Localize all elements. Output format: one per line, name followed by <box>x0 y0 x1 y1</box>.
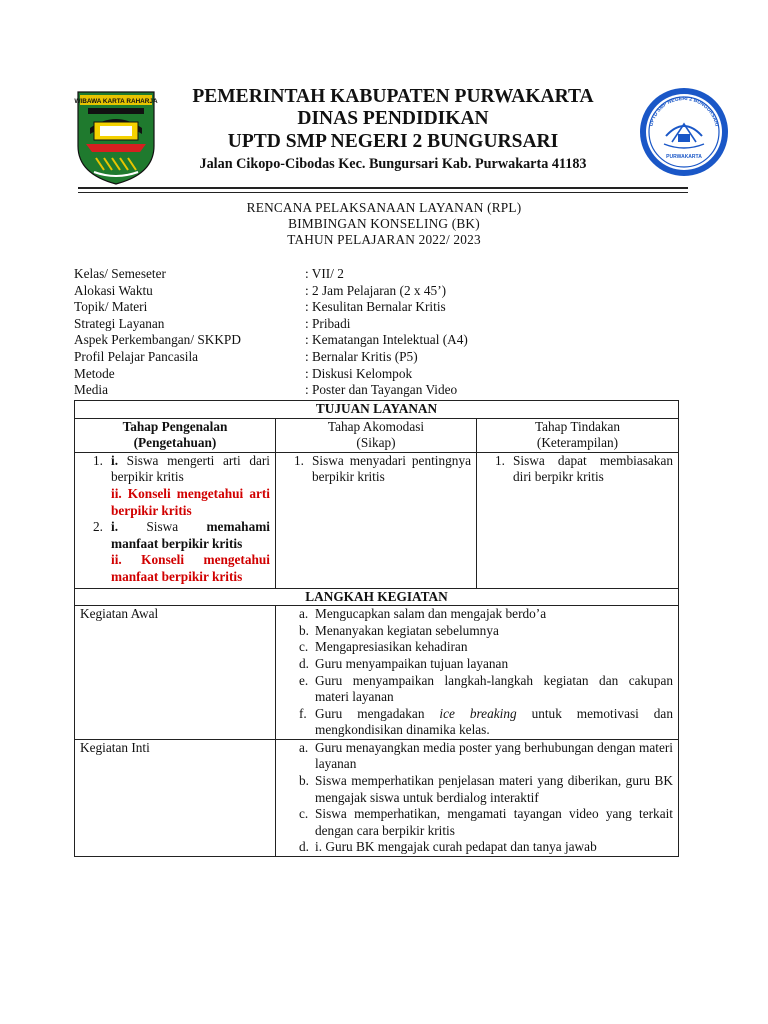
col-pengenalan-header <box>75 418 276 452</box>
info-row <box>74 366 674 383</box>
col-subtitle: (Sikap) <box>356 435 396 451</box>
letterhead-rule-thick <box>78 187 688 189</box>
revision-text: ii. Konseli mengetahui arti berpikir kritis <box>111 485 270 518</box>
list-item <box>281 806 673 839</box>
item-letter: b. <box>299 773 309 789</box>
info-row <box>74 349 674 366</box>
step-text: Siswa memperhatikan, mengamati tayangan video yang terkait dengan cara berpikir kritis <box>315 806 673 838</box>
step-text: Mengucapkan salam dan mengajak berdo’a <box>315 606 547 622</box>
list-item <box>281 839 673 856</box>
item-letter: e. <box>299 672 309 688</box>
item-number: 1. <box>495 452 505 468</box>
revision-text: ii. Konseli mengetahui manfaat berpikir kritis <box>111 552 270 584</box>
title-line-1: RENCANA PELAKSANAAN LAYANAN (RPL) <box>246 200 522 215</box>
roman-marker: i. <box>111 452 119 468</box>
info-label: Metode <box>74 365 115 381</box>
item-number: 2. <box>93 519 103 535</box>
col-tindakan-header <box>477 418 679 452</box>
info-label: Topik/ Materi <box>74 299 148 315</box>
langkah-header: LANGKAH KEGIATAN <box>75 588 679 606</box>
list-item <box>281 673 673 706</box>
list-item <box>80 453 270 519</box>
list-item <box>281 453 471 486</box>
info-value: : Kesulitan Bernalar Kritis <box>305 299 446 315</box>
item-letter: a. <box>299 739 309 755</box>
info-label: Aspek Perkembangan/ SKKPD <box>74 332 241 348</box>
list-item <box>281 740 673 773</box>
tindakan-cell <box>477 452 679 588</box>
info-value: : VII/ 2 <box>305 266 344 281</box>
pengenalan-cell <box>75 452 276 588</box>
goal-text: Siswa <box>146 519 179 535</box>
col-subtitle: (Keterampilan) <box>536 435 619 451</box>
rpl-table <box>74 400 679 857</box>
letterhead-rule-thin <box>78 192 688 193</box>
info-label: Kelas/ Semeseter <box>74 266 166 281</box>
info-label: Profil Pelajar Pancasila <box>74 348 199 364</box>
info-row <box>74 283 674 300</box>
goal-text-bold: memahami manfaat berpikir kritis <box>111 519 270 551</box>
school-address: Jalan Cikopo-Cibodas Kec. Bungursari Kab. Purwakarta 41183 <box>199 156 587 172</box>
item-letter: a. <box>299 606 309 622</box>
step-text: Guru menyampaikan tujuan layanan <box>315 655 509 671</box>
kegiatan-awal-label: Kegiatan Awal <box>75 606 276 740</box>
item-number: 1. <box>93 452 103 468</box>
goal-text: Siswa dapat membiasakan diri berpikr kritis <box>513 452 673 485</box>
list-item <box>482 453 673 486</box>
step-text: Mengapresiasikan kehadiran <box>315 639 468 655</box>
info-value: : Poster dan Tayangan Video <box>305 382 458 398</box>
info-label: Alokasi Waktu <box>74 282 153 298</box>
step-text: Menanyakan kegiatan sebelumnya <box>315 622 499 638</box>
school-name: UPTD SMP NEGERI 2 BUNGURSARI <box>227 131 559 152</box>
item-number: 1. <box>294 452 304 468</box>
info-value: : Kematangan Intelektual (A4) <box>305 332 468 348</box>
step-text: untuk memotivasi dan mengkondisikan dinamika kelas. <box>315 705 673 738</box>
department-name: DINAS PENDIDIKAN <box>297 108 489 129</box>
col-title: Tahap Tindakan <box>534 418 621 434</box>
col-title: Tahap Akomodasi <box>327 418 425 434</box>
info-row <box>74 266 674 283</box>
info-label: Media <box>74 382 108 398</box>
list-item <box>281 656 673 673</box>
item-letter: c. <box>299 806 309 822</box>
tujuan-header: TUJUAN LAYANAN <box>75 401 679 419</box>
item-letter: d. <box>299 655 309 671</box>
step-text: Guru mengadakan <box>315 705 440 721</box>
list-item <box>80 519 270 585</box>
list-item <box>281 639 673 656</box>
kegiatan-awal-cell <box>276 606 679 740</box>
school-badge-logo <box>638 86 730 178</box>
title-line-2: BIMBINGAN KONSELING (BK) <box>288 216 480 231</box>
col-subtitle: (Pengetahuan) <box>133 435 217 451</box>
step-text-italic: ice breaking <box>439 705 517 721</box>
list-item <box>281 773 673 806</box>
goal-text: Siswa menyadari pentingnya berpikir kritis <box>312 452 471 485</box>
roman-marker: i. <box>111 519 119 535</box>
step-text: Siswa memperhatikan penjelasan materi yang diberikan, guru BK mengajak siswa untuk berdialog interaktif <box>315 773 673 805</box>
badge-ring-text: UPTD SMP NEGERI 2 BUNGURSARI <box>648 95 720 127</box>
emblem-motto: WIBAWA KARTA RAHARJA <box>74 98 158 105</box>
letterhead-text <box>160 86 626 174</box>
info-label: Strategi Layanan <box>74 315 165 331</box>
info-value: : Bernalar Kritis (P5) <box>305 348 418 364</box>
item-letter: b. <box>299 622 309 638</box>
info-row <box>74 299 674 316</box>
list-item <box>281 606 673 623</box>
title-line-3: TAHUN PELAJARAN 2022/ 2023 <box>287 232 481 247</box>
step-text: i. Guru BK mengajak curah pedapat dan tanya jawab <box>315 839 597 855</box>
step-text: Guru menyampaikan langkah-langkah kegiatan dan cakupan materi layanan <box>315 672 673 705</box>
info-row <box>74 332 674 349</box>
col-akomodasi-header <box>276 418 477 452</box>
badge-sub-text: PURWAKARTA <box>666 154 702 160</box>
item-letter: d. <box>299 839 309 855</box>
akomodasi-cell <box>276 452 477 588</box>
col-title: Tahap Pengenalan <box>122 418 228 434</box>
info-value: : 2 Jam Pelajaran (2 x 45’) <box>305 282 447 298</box>
goal-text: Siswa mengerti arti dari berpikir kritis <box>111 452 270 485</box>
info-value: : Pribadi <box>305 315 351 331</box>
letterhead <box>0 0 768 200</box>
list-item <box>281 623 673 640</box>
kegiatan-inti-cell <box>276 739 679 856</box>
item-letter: c. <box>299 639 309 655</box>
government-name: PEMERINTAH KABUPATEN PURWAKARTA <box>192 86 594 107</box>
identity-section <box>74 266 674 399</box>
document-title <box>100 200 668 248</box>
kegiatan-inti-label: Kegiatan Inti <box>75 739 276 856</box>
step-text: Guru menayangkan media poster yang berhubungan dengan materi layanan <box>315 739 673 772</box>
purwakarta-emblem-logo <box>74 88 158 186</box>
list-item <box>281 706 673 739</box>
info-row <box>74 316 674 333</box>
info-value: : Diskusi Kelompok <box>305 365 413 381</box>
info-row <box>74 382 674 399</box>
item-letter: f. <box>299 705 307 721</box>
